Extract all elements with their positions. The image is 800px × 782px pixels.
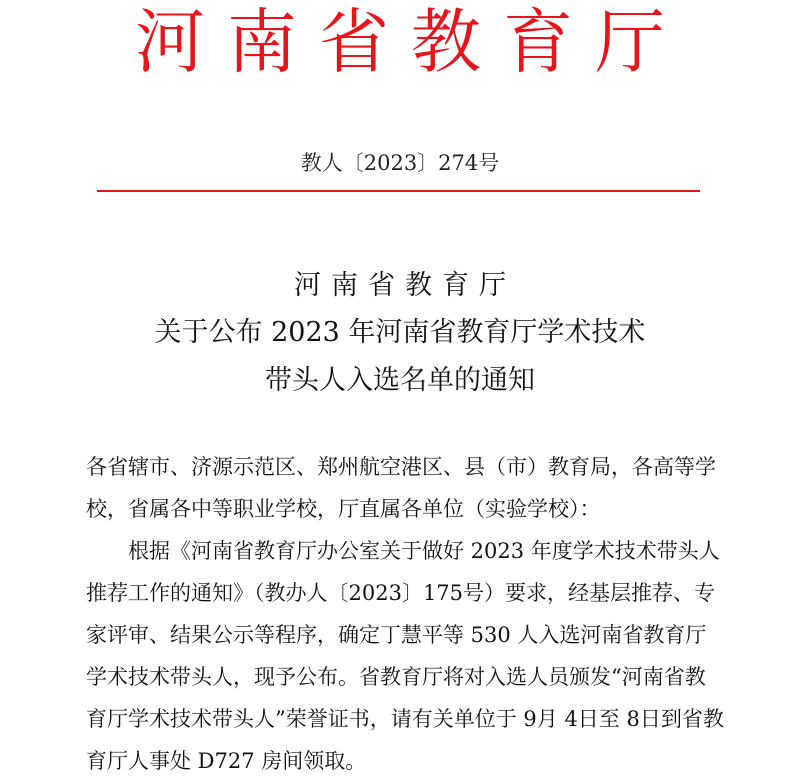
body-paragraph [86, 530, 726, 782]
title-line-3: 带头人入选名单的通知 [265, 365, 535, 396]
addressee-paragraph: 各省辖市、济源示范区、郑州航空港区、县（市）教育局，各高等学校，省属各中等职业学校，厅直属各单位（实验学校）： [86, 455, 716, 521]
document-number: 教人〔2023〕274号 [300, 151, 500, 175]
title-line-1: 河南省教育厅 [294, 270, 516, 301]
red-divider-line [97, 190, 700, 192]
issuer-masthead: 河南省教育厅 [135, 1, 687, 83]
title-line-2: 关于公布 2023 年河南省教育厅学术技术 [154, 317, 646, 348]
body-paragraph-text: 根据《河南省教育厅办公室关于做好 2023 年度学术技术带头人推荐工作的通知》（教办人〔2023〕175号）要求，经基层推荐、专家评审、结果公示等程序，确定丁慧平等 530 人入选河南省教育厅学术技术带头人，现予公布。省教育厅将对入选人员颁发“河南省教育厅学术技术带头人”荣誉证书，请有关单位于 9月 4日至 8日到省教育厅人事处 D727 房间领取。 [86, 539, 724, 773]
